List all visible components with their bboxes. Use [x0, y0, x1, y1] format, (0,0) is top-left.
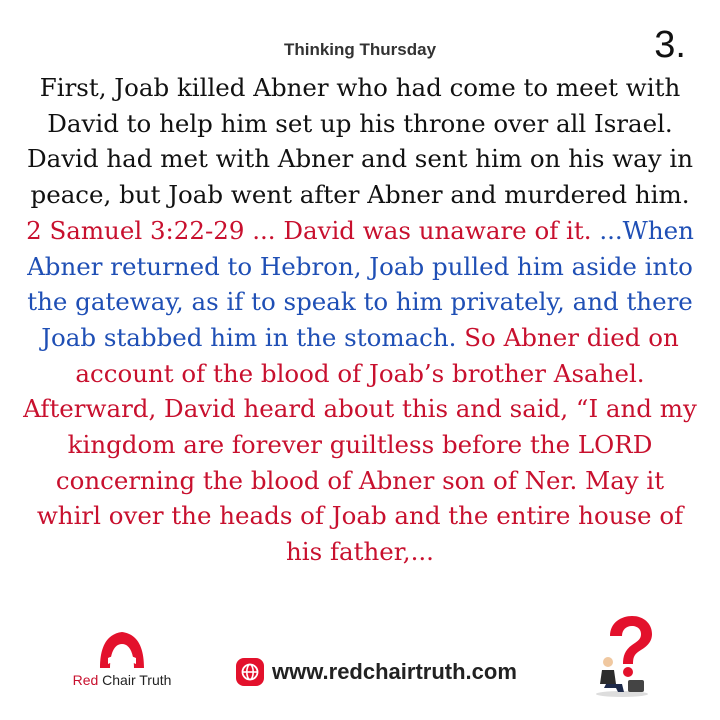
red-chair-logo-icon: [94, 628, 150, 672]
globe-icon: [236, 658, 264, 686]
afterward-paragraph: Afterward, David heard about this and said, “I and my kingdom are forever guiltless before the LORD concerning the blood of Abner son of Ner. May it whirl over the heads of Joab and the entire house of his father,...: [23, 394, 697, 567]
page-number: 3.: [654, 24, 686, 66]
header-title: Thinking Thursday: [283, 40, 437, 59]
scripture-quote-blue: ...When Abner returned to Hebron, Joab pulled him aside into the gateway, as if to speak to him privately, and there Joab stabbed him in the stomach.: [27, 215, 694, 352]
intro-paragraph: First, Joab killed Abner who had come to meet with David to help him set up his throne over all Israel. David had met with Abner and sent him on his way in peace, but Joab went after Abner and murdered him.: [26, 73, 694, 210]
scripture-paragraph: [22, 213, 698, 392]
website-link[interactable]: [236, 657, 517, 687]
scripture-reference: 2 Samuel 3:22-29 ... David was unaware of it.: [26, 215, 592, 245]
website-text: www.redchairtruth.com: [272, 659, 517, 684]
body-text: [22, 70, 698, 570]
question-mark-person-icon: [592, 614, 656, 698]
logo-text: Red Chair Truth: [72, 672, 172, 688]
red-chair-truth-logo: [52, 628, 192, 698]
scripture-quote-red: So Abner died on account of the blood of Joab’s brother Asahel.: [75, 322, 679, 388]
